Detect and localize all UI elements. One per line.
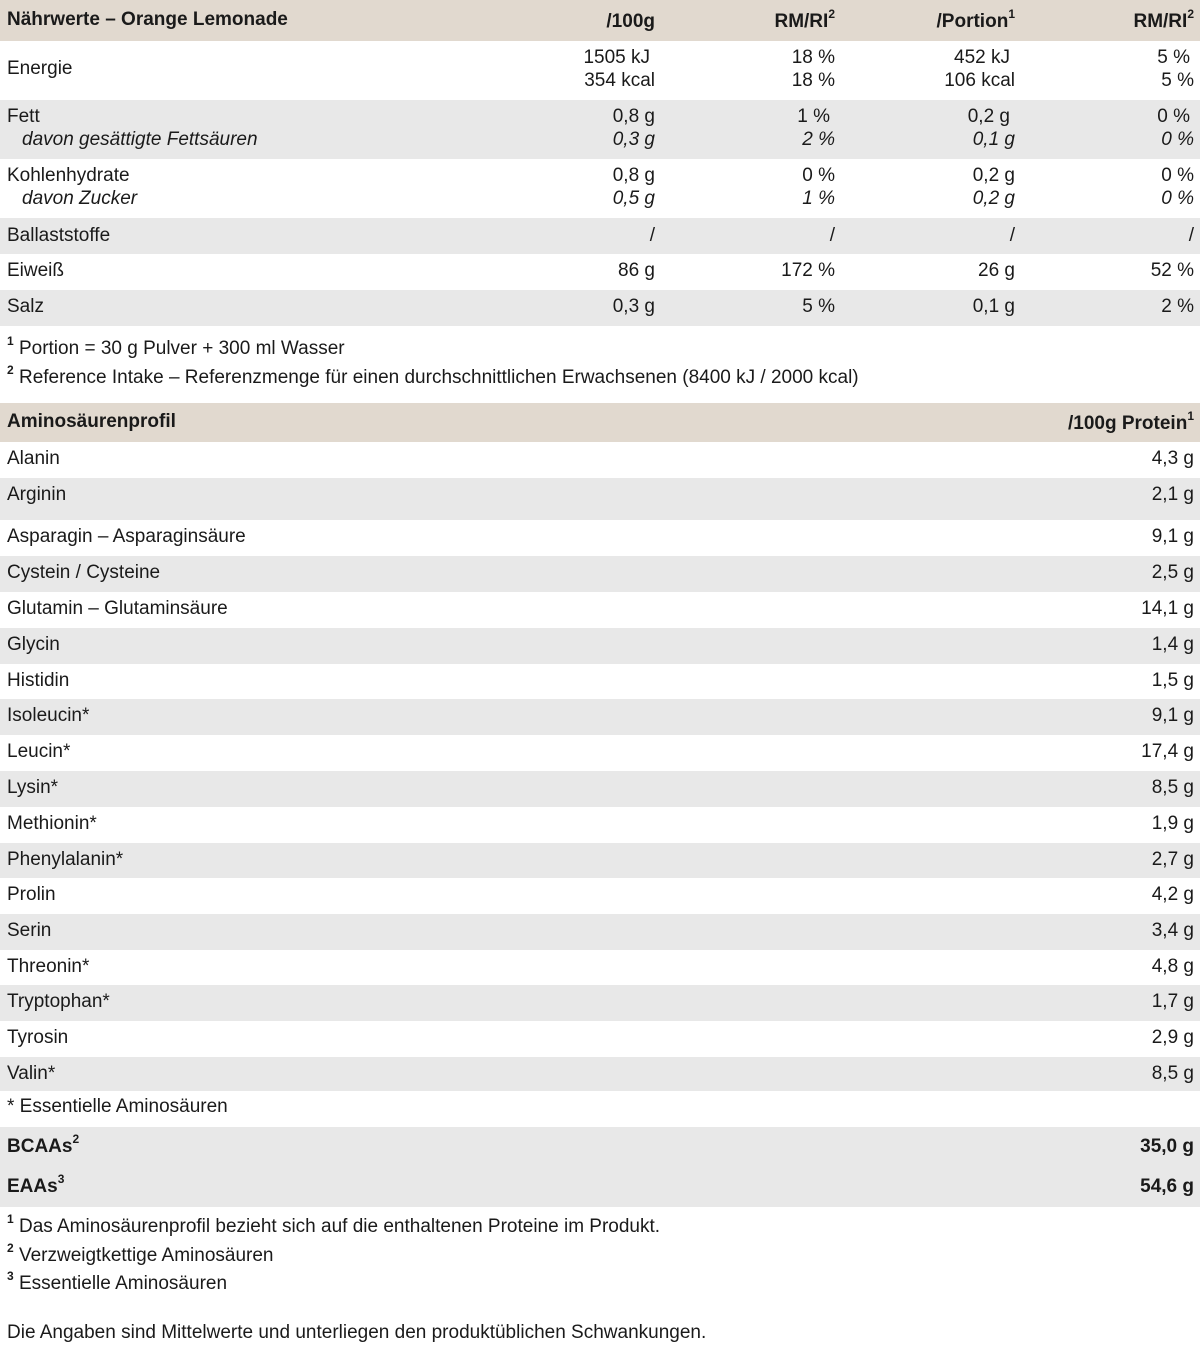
amino-label: Glycin <box>7 634 60 655</box>
value-rmri-portion: 0 % <box>1157 106 1190 127</box>
value-rmri-portion: 52 % <box>1150 260 1194 281</box>
amino-row <box>0 950 1200 985</box>
amino-row <box>0 442 1200 478</box>
col-header-portion: /Portion$^1$ <box>936 7 1015 32</box>
amino-label: Leucin* <box>7 741 71 762</box>
nutrition-row-salz <box>0 290 1200 326</box>
nutrition-row-energie <box>0 41 1200 100</box>
value-rmri-kj: 18 % <box>791 47 835 68</box>
value-100g: 0,8 g <box>612 165 655 186</box>
amino-value: 1,7 g <box>1151 991 1194 1012</box>
value-100g-kcal: 354 kcal <box>584 70 655 91</box>
value-portion-kj: 452 kJ <box>954 47 1010 68</box>
amino-row <box>0 1021 1200 1057</box>
value-portion: 26 g <box>978 260 1015 281</box>
amino-row <box>0 556 1200 592</box>
amino-label: Arginin <box>7 484 67 505</box>
amino-row <box>0 914 1200 950</box>
amino-value: 2,9 g <box>1151 1027 1194 1048</box>
amino-row <box>0 878 1200 914</box>
bcaa-row <box>0 1127 1200 1167</box>
value-rmri-portion-kcal: 5 % <box>1161 70 1194 91</box>
eaa-row <box>0 1167 1200 1207</box>
row-label: Salz <box>7 296 44 317</box>
value-portion: 0,2 g <box>967 106 1010 127</box>
value-rmri-portion-sub: 0 % <box>1161 188 1194 209</box>
amino-value: 4,8 g <box>1151 956 1194 977</box>
amino-row <box>0 843 1200 878</box>
amino-value: 17,4 g <box>1141 741 1194 762</box>
amino-row <box>0 699 1200 735</box>
essential-note-row <box>0 1091 1200 1127</box>
disclaimer: Die Angaben sind Mittelwerte und unterliegen den produktüblichen Schwankungen. <box>7 1322 707 1343</box>
value-100g: / <box>649 225 655 246</box>
amino-value: 8,5 g <box>1151 1063 1194 1084</box>
amino-label: Valin* <box>7 1063 56 1084</box>
amino-label: Threonin* <box>7 956 90 977</box>
amino-value: 2,7 g <box>1151 849 1194 870</box>
value-rmri: 0 % <box>802 165 835 186</box>
amino-footnote-3: $^3$ Essentielle Aminosäuren <box>7 1269 228 1294</box>
eaa-value: 54,6 g <box>1140 1176 1194 1197</box>
amino-row <box>0 771 1200 807</box>
amino-label: Isoleucin* <box>7 705 90 726</box>
eaa-label: EAAs$^3$ <box>7 1172 65 1197</box>
amino-row <box>0 628 1200 664</box>
value-portion-kcal: 106 kcal <box>944 70 1015 91</box>
bcaa-value: 35,0 g <box>1140 1136 1194 1157</box>
amino-footnote-1: $^1$ Das Aminosäurenprofil bezieht sich auf die enthaltenen Proteine im Produkt. <box>7 1212 661 1237</box>
value-portion-sub: 0,2 g <box>972 188 1015 209</box>
amino-footnote-2: $^2$ Verzweigtkettige Aminosäuren <box>7 1241 274 1266</box>
amino-label: Serin <box>7 920 52 941</box>
amino-label: Tyrosin <box>7 1027 69 1048</box>
value-rmri-portion: 2 % <box>1161 296 1194 317</box>
value-rmri-portion-sub: 0 % <box>1161 129 1194 150</box>
amino-title: Aminosäurenprofil <box>7 411 176 432</box>
value-rmri-portion: / <box>1188 225 1194 246</box>
amino-label: Tryptophan* <box>7 991 110 1012</box>
amino-header-row <box>0 403 1200 442</box>
value-rmri-portion: 0 % <box>1161 165 1194 186</box>
value-rmri-kcal: 18 % <box>791 70 835 91</box>
nutrition-footnote-1: $^1$ Portion = 30 g Pulver + 300 ml Wasser <box>7 334 345 359</box>
amino-row <box>0 592 1200 628</box>
nutrition-header-row <box>0 0 1200 41</box>
value-100g: 86 g <box>618 260 655 281</box>
row-sublabel: davon Zucker <box>22 188 138 209</box>
amino-label: Alanin <box>7 448 60 469</box>
amino-label: Lysin* <box>7 777 59 798</box>
row-label: Eiweiß <box>7 260 65 281</box>
amino-row <box>0 478 1200 520</box>
value-rmri: 1 % <box>797 106 830 127</box>
amino-value: 1,4 g <box>1151 634 1194 655</box>
value-rmri-sub: 2 % <box>802 129 835 150</box>
col-header-rmri: $RM/RI^2$ <box>774 7 835 32</box>
amino-row <box>0 664 1200 699</box>
amino-value: 8,5 g <box>1151 777 1194 798</box>
value-rmri: / <box>829 225 835 246</box>
amino-label: Methionin* <box>7 813 97 834</box>
value-100g-sub: 0,5 g <box>612 188 655 209</box>
value-portion: 0,2 g <box>972 165 1015 186</box>
amino-label: Prolin <box>7 884 56 905</box>
row-label: Ballaststoffe <box>7 225 111 246</box>
nutrition-row-eiweiss <box>0 254 1200 290</box>
amino-value: 2,1 g <box>1151 484 1194 505</box>
row-sublabel: davon gesättigte Fettsäuren <box>22 129 258 150</box>
nutrition-footnote-2: $^2$ Reference Intake – Referenzmenge für einen durchschnittlichen Erwachsenen (8400 kJ / 2000 kcal) <box>7 363 859 388</box>
amino-col-header: /100g Protein$^1$ <box>1067 409 1194 434</box>
value-portion-sub: 0,1 g <box>972 129 1015 150</box>
amino-row <box>0 520 1200 556</box>
row-label: Kohlenhydrate <box>7 165 130 186</box>
amino-row <box>0 1057 1200 1091</box>
col-header-rmri-portion: $RM/RI^2$ <box>1133 7 1194 32</box>
value-rmri-portion-kj: 5 % <box>1157 47 1190 68</box>
value-portion: 0,1 g <box>972 296 1015 317</box>
amino-row <box>0 735 1200 771</box>
value-rmri: 172 % <box>781 260 835 281</box>
row-label: Fett <box>7 106 40 127</box>
amino-label: Cystein / Cysteine <box>7 562 161 583</box>
value-rmri: 5 % <box>802 296 835 317</box>
amino-label: Asparagin – Asparaginsäure <box>7 526 246 547</box>
amino-value: 14,1 g <box>1141 598 1194 619</box>
col-header-100g: /100g <box>606 11 655 32</box>
nutrition-row-ballaststoffe <box>0 218 1200 254</box>
value-100g: 0,3 g <box>612 296 655 317</box>
row-label: Energie <box>7 58 73 79</box>
essential-note: * Essentielle Aminosäuren <box>7 1096 228 1117</box>
value-rmri-sub: 1 % <box>802 188 835 209</box>
amino-label: Histidin <box>7 670 70 691</box>
amino-label: Phenylalanin* <box>7 849 124 870</box>
nutrition-row-kohlenhydrate <box>0 159 1200 218</box>
amino-value: 3,4 g <box>1151 920 1194 941</box>
bcaa-label: BCAAs$^2$ <box>7 1132 80 1157</box>
amino-row <box>0 985 1200 1021</box>
value-100g-sub: 0,3 g <box>612 129 655 150</box>
amino-value: 9,1 g <box>1151 526 1194 547</box>
amino-value: 4,2 g <box>1151 884 1194 905</box>
amino-value: 1,5 g <box>1151 670 1194 691</box>
amino-value: 4,3 g <box>1151 448 1194 469</box>
nutrition-row-fett <box>0 100 1200 159</box>
amino-value: 9,1 g <box>1151 705 1194 726</box>
amino-value: 2,5 g <box>1151 562 1194 583</box>
value-100g: 0,8 g <box>612 106 655 127</box>
value-portion: / <box>1009 225 1015 246</box>
amino-row <box>0 807 1200 843</box>
nutrition-title: Nährwerte – Orange Lemonade <box>7 9 288 30</box>
amino-value: 1,9 g <box>1151 813 1194 834</box>
value-100g-kj: 1505 kJ <box>583 47 650 68</box>
amino-label: Glutamin – Glutaminsäure <box>7 598 228 619</box>
